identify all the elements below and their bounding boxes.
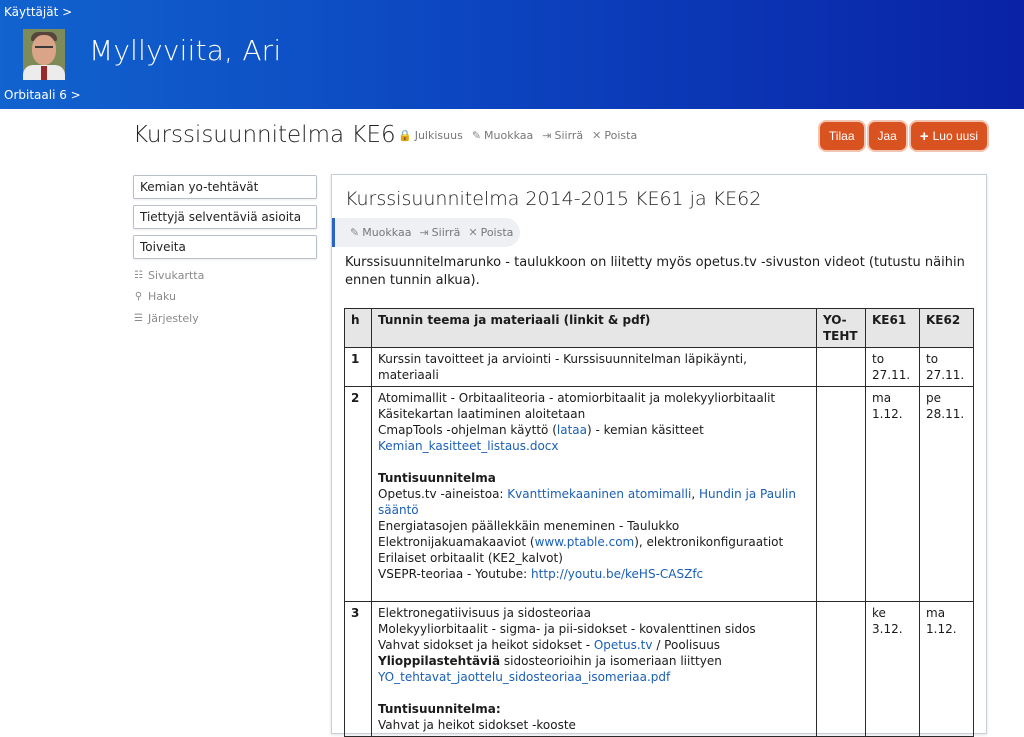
sitemap-icon: ☷	[134, 270, 143, 281]
plus-icon: +	[919, 127, 929, 145]
avatar[interactable]	[23, 29, 65, 80]
search-label: Haku	[148, 290, 177, 303]
docx-link[interactable]: Kemian_kasitteet_listaus.docx	[378, 439, 559, 453]
topic-line: Käsitekartan laatiminen aloitetaan	[378, 407, 586, 421]
topic-line	[378, 438, 810, 454]
arrange-icon: ☰	[134, 313, 143, 324]
delete-action[interactable]	[592, 129, 637, 142]
video-link[interactable]: Kvanttimekaaninen atomimalli	[507, 487, 692, 501]
topic-line: Vahvat ja heikot sidokset -kooste	[378, 718, 576, 732]
row-number: 2	[345, 387, 372, 602]
topic-line: Atomimallit - Orbitaaliteoria - atomiorbitaalit ja molekyyliorbitaalit	[378, 391, 776, 405]
header-ke61: KE61	[866, 309, 920, 348]
header-yo: YO-TEHT	[817, 309, 866, 348]
content-edit-label: Muokkaa	[362, 226, 412, 239]
row-topic	[372, 602, 817, 737]
move-label: Siirrä	[554, 129, 584, 142]
topic-line: Elektronegatiivisuus ja sidosteoriaa	[378, 606, 591, 620]
text-segment: Ylioppilastehtäviä	[378, 654, 501, 668]
content-title: Kurssisuunnitelma 2014-2015 KE61 ja KE62	[345, 188, 762, 210]
text-segment: / Poolisuus	[652, 638, 721, 652]
topic-line	[378, 637, 810, 653]
row-ke61: to 27.11.	[866, 348, 920, 387]
topic-line	[378, 669, 810, 685]
breadcrumb-users[interactable]: Käyttäjät >	[4, 5, 73, 19]
table-header-row	[345, 309, 974, 348]
sidebar-item-selventavia[interactable]: Tiettyjä selventäviä asioita	[133, 205, 317, 229]
spacer	[378, 582, 810, 598]
edit-action[interactable]	[472, 129, 533, 142]
avatar-glasses	[35, 46, 53, 50]
search-link[interactable]	[133, 290, 176, 303]
move-icon: ⇥	[419, 226, 429, 239]
lock-icon: 🔒	[398, 129, 412, 142]
header-ke62: KE62	[920, 309, 974, 348]
visibility-label: Julkisuus	[414, 129, 463, 142]
topic-line: Energiatasojen päällekkäin meneminen - Taulukko	[378, 519, 680, 533]
content-description: Kurssisuunnitelmarunko - taulukkoon on liitetty myös opetus.tv -sivuston videot (tutustu näihin ennen tunnin alkua).	[345, 255, 965, 288]
text-segment: Vahvat sidokset ja heikot sidokset -	[378, 638, 594, 652]
avatar-tie	[41, 66, 47, 80]
close-icon: ✕	[468, 226, 478, 239]
content-edit-action[interactable]	[350, 226, 411, 239]
video-link[interactable]: Hundin ja Paulin sääntö	[378, 487, 796, 517]
content-panel	[331, 174, 987, 734]
pencil-icon: ✎	[350, 226, 360, 239]
topic-line	[378, 486, 810, 518]
page-actions	[398, 129, 637, 142]
delete-label: Poista	[604, 129, 638, 142]
row-topic	[372, 387, 817, 602]
edit-label: Muokkaa	[484, 129, 534, 142]
row-yo	[817, 348, 866, 387]
ptable-link[interactable]: www.ptable.com	[534, 535, 635, 549]
arrange-link[interactable]	[133, 312, 199, 325]
content-move-action[interactable]	[419, 226, 460, 239]
text-segment: VSEPR-teoriaa - Youtube:	[378, 567, 532, 581]
spacer	[378, 454, 810, 470]
share-button[interactable]: Jaa	[869, 122, 906, 150]
text-segment: ,	[691, 487, 699, 501]
opetus-link[interactable]: Opetus.tv	[593, 638, 653, 652]
sitemap-link[interactable]	[133, 269, 204, 282]
sidebar-item-yo-tehtavat[interactable]: Kemian yo-tehtävät	[133, 175, 317, 199]
text-segment: Opetus.tv -aineistoa:	[378, 487, 508, 501]
content-delete-label: Poista	[480, 226, 514, 239]
row-ke61: ke 3.12.	[866, 602, 920, 737]
text-segment: sidosteorioihin ja isomeriaan liittyen	[500, 654, 722, 668]
topic-line	[378, 422, 810, 438]
text-segment: ) - kemian käsitteet	[586, 423, 704, 437]
order-button[interactable]: Tilaa	[820, 122, 864, 150]
table-row	[345, 348, 974, 387]
text-segment: CmapTools -ohjelman käyttö (	[378, 423, 557, 437]
sidebar-item-toiveita[interactable]: Toiveita	[133, 235, 317, 259]
course-plan-table	[344, 308, 974, 737]
youtube-link[interactable]: http://youtu.be/keHS-CASZfc	[531, 567, 704, 581]
row-ke61: ma 1.12.	[866, 387, 920, 602]
row-number: 3	[345, 602, 372, 737]
text-segment: ), elektronikonfiguraatiot	[634, 535, 784, 549]
close-icon: ✕	[592, 129, 602, 142]
spacer	[378, 685, 810, 701]
user-name: Myllyviita, Ari	[89, 34, 282, 67]
page-title: Kurssisuunnitelma KE6	[133, 122, 396, 148]
action-buttons	[820, 122, 987, 150]
topic-line: Molekyyliorbitaalit - sigma- ja pii-sidokset - kovalenttinen sidos	[378, 622, 756, 636]
arrange-label: Järjestely	[148, 312, 199, 325]
row-ke62: pe 28.11.	[920, 387, 974, 602]
header-topic: Tunnin teema ja materiaali (linkit & pdf)	[372, 309, 817, 348]
topic-line	[378, 566, 810, 582]
row-ke62: to 27.11.	[920, 348, 974, 387]
content-move-label: Siirrä	[431, 226, 461, 239]
table-row	[345, 602, 974, 737]
header-h: h	[345, 309, 372, 348]
sitemap-label: Sivukartta	[148, 269, 205, 282]
topic-line	[378, 653, 810, 669]
create-new-label: Luo uusi	[932, 129, 978, 143]
profile-header	[0, 0, 1024, 109]
avatar-face	[32, 35, 56, 65]
topic-line	[378, 534, 810, 550]
plan-heading: Tuntisuunnitelma	[378, 471, 496, 485]
row-yo	[817, 387, 866, 602]
row-yo	[817, 602, 866, 737]
row-ke62: ma 1.12.	[920, 602, 974, 737]
row-topic: Kurssin tavoitteet ja arviointi - Kurssisuunnitelman läpikäynti, materiaali	[372, 348, 817, 387]
move-icon: ⇥	[542, 129, 552, 142]
topic-line: Erilaiset orbitaalit (KE2_kalvot)	[378, 551, 563, 565]
visibility-action[interactable]	[398, 129, 463, 142]
plan-heading: Tuntisuunnitelma:	[378, 702, 501, 716]
content-delete-action[interactable]	[468, 226, 513, 239]
breadcrumb-orbitaali[interactable]: Orbitaali 6 >	[4, 88, 81, 102]
row-number: 1	[345, 348, 372, 387]
pdf-link[interactable]: YO_tehtavat_jaottelu_sidosteoriaa_isomeriaa.pdf	[378, 670, 671, 684]
text-segment: Elektronijakuamakaaviot (	[378, 535, 535, 549]
move-action[interactable]	[542, 129, 583, 142]
table-row	[345, 387, 974, 602]
content-actions	[332, 218, 520, 247]
create-new-button[interactable]	[911, 122, 987, 150]
search-icon: ⚲	[134, 291, 143, 302]
download-link[interactable]: lataa	[556, 423, 587, 437]
pencil-icon: ✎	[471, 129, 482, 142]
